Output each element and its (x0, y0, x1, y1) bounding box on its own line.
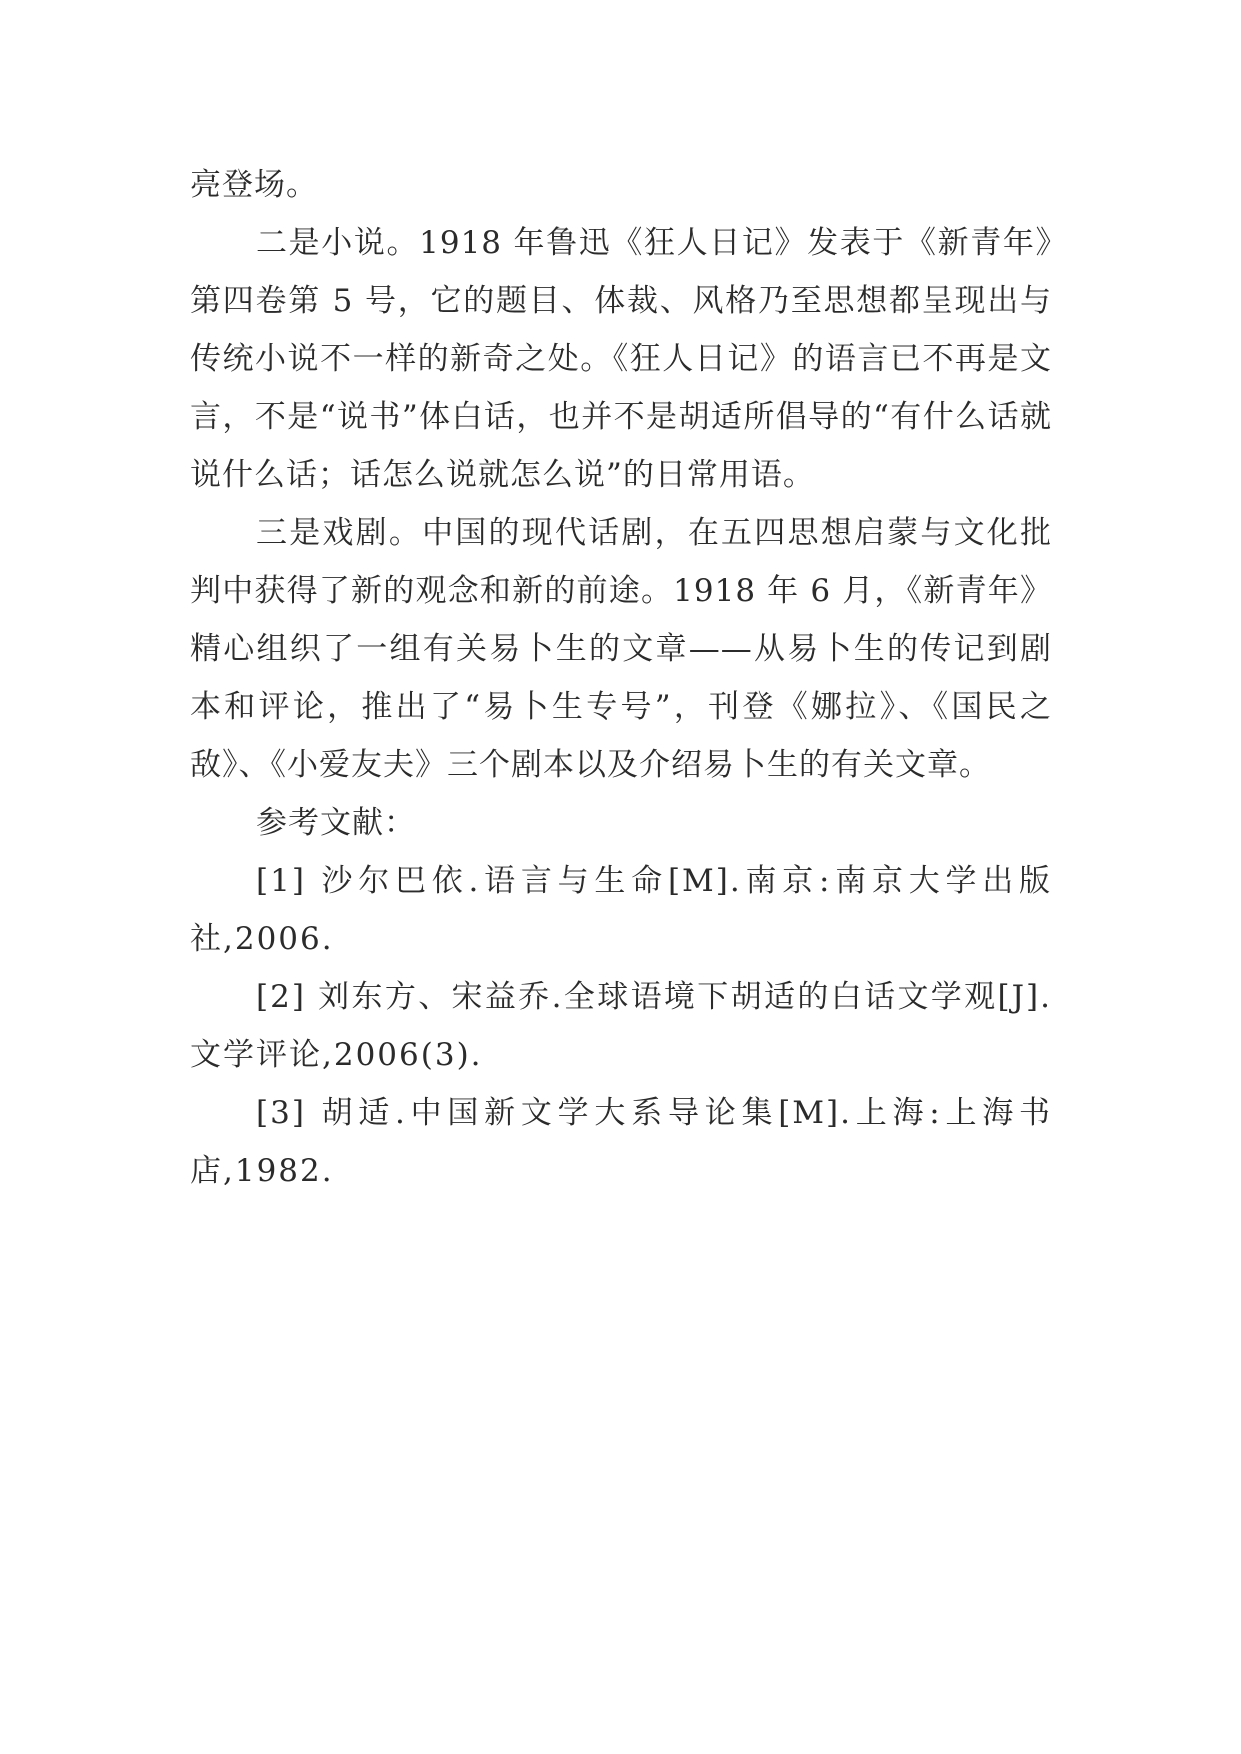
references-heading: 参考文献： (256, 805, 416, 841)
reference-item-2: [2] 刘东方、宋益乔.全球语境下胡适的白话文学观[J].文学评论,2006(3). (190, 979, 1052, 1073)
reference-item-3: [3] 胡适.中国新文学大系导论集[M].上海:上海书店,1982. (190, 1095, 1052, 1189)
reference-item-1: [1] 沙尔巴依.语言与生命[M].南京:南京大学出版社,2006. (190, 863, 1052, 957)
body-text (190, 156, 1052, 1200)
paragraph-continuation: 亮登场。 (190, 167, 318, 203)
paragraph-drama: 三是戏剧。中国的现代话剧，在五四思想启蒙与文化批判中获得了新的观念和新的前途。1918 年 6 月，《新青年》精心组织了一组有关易卜生的文章——从易卜生的传记到剧本和评论，推出了“易卜生专号”，刊登《娜拉》、《国民之敌》、《小爱友夫》三个剧本以及介绍易卜生的有关文章。 (190, 515, 1052, 783)
paragraph-novel: 二是小说。1918 年鲁迅《狂人日记》发表于《新青年》第四卷第 5 号，它的题目、体裁、风格乃至思想都呈现出与传统小说不一样的新奇之处。《狂人日记》的语言已不再是文言，不是“说书”体白话，也并不是胡适所倡导的“有什么话就说什么话；话怎么说就怎么说”的日常用语。 (190, 225, 1052, 493)
